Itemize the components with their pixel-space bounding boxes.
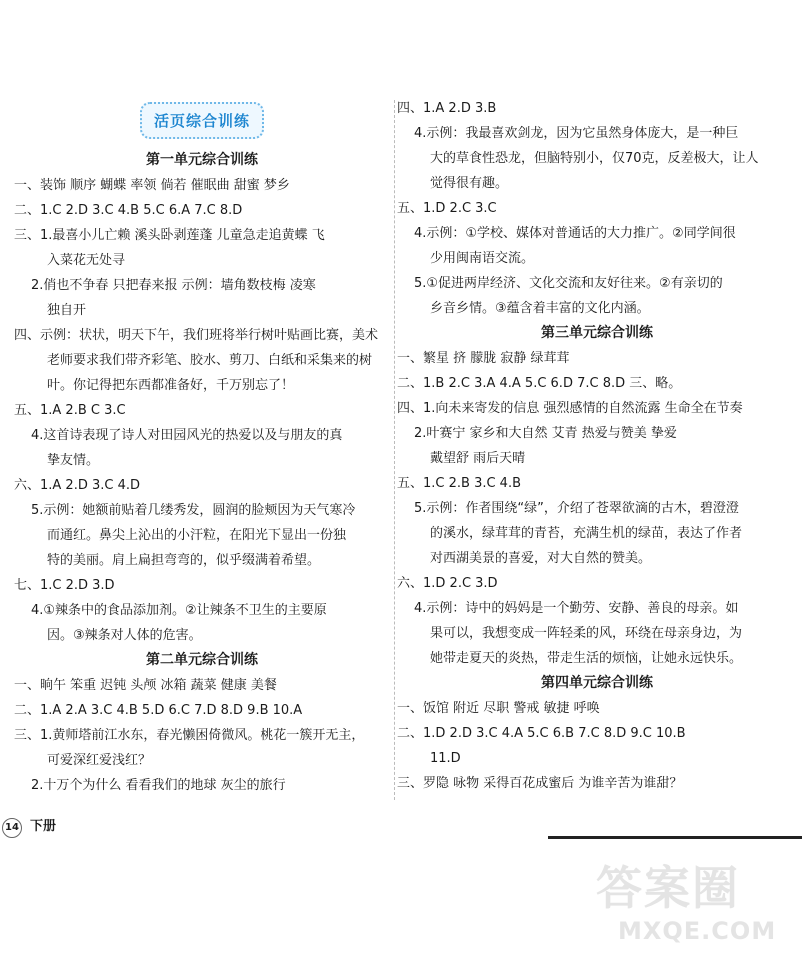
- answer-line: 觉得很有趣。: [430, 176, 509, 191]
- answer-line: 挚友情。: [47, 453, 100, 468]
- answer-line: 五、1.C 2.B 3.C 4.B: [397, 476, 522, 491]
- answer-line: 5.示例：她额前贴着几缕秀发，圆润的脸颊因为天气寒冷: [31, 503, 356, 518]
- answer-line: 三、1.最喜小儿亡赖 溪头卧剥莲蓬 儿童急走追黄蝶 飞: [14, 228, 325, 243]
- watermark-logo: 答案圈: [596, 861, 740, 915]
- answer-line: 一、晌午 笨重 迟钝 头颅 冰箱 蔬菜 健康 美餐: [14, 678, 277, 693]
- answer-line: 的溪水，绿茸茸的青苔，充满生机的绿苗，表达了作者: [430, 526, 743, 541]
- answer-line: 而通红。鼻尖上沁出的小汗粒，在阳光下显出一份独: [47, 528, 347, 543]
- answer-line: 对西湖美景的喜爱，对大自然的赞美。: [430, 551, 652, 566]
- section-title: 第二单元综合训练: [146, 652, 258, 668]
- answer-line: 乡音乡情。③蕴含着丰富的文化内涵。: [430, 301, 650, 316]
- answer-line: 大的草食性恐龙，但脑特别小，仅70克，反差极大，让人: [430, 151, 759, 166]
- banner-wrap: [14, 98, 390, 148]
- answer-line: 她带走夏天的炎热，带走生活的烦恼，让她永远快乐。: [430, 651, 743, 666]
- answer-line: 二、1.B 2.C 3.A 4.A 5.C 6.D 7.C 8.D 三、略。: [397, 376, 682, 391]
- answer-line: 4.示例：①学校、媒体对普通话的大力推广。②同学间很: [414, 226, 736, 241]
- answer-line: 特的美丽。肩上扁担弯弯的，似乎缀满着希望。: [47, 553, 321, 568]
- answer-line: 2.叶赛宁 家乡和大自然 艾青 热爱与赞美 挚爱: [414, 426, 677, 441]
- answer-line: 六、1.A 2.D 3.C 4.D: [14, 478, 141, 493]
- answer-line: 4.①辣条中的食品添加剂。②让辣条不卫生的主要原: [31, 603, 327, 618]
- section-title: 第一单元综合训练: [146, 152, 258, 168]
- watermark-url: MXQE.COM: [618, 917, 777, 945]
- section-title: 第四单元综合训练: [541, 675, 653, 691]
- answer-line: 4.示例：我最喜欢剑龙，因为它虽然身体庞大，是一种巨: [414, 126, 739, 141]
- answer-line: 七、1.C 2.D 3.D: [14, 578, 115, 593]
- answer-line: 可爱深红爱浅红？: [47, 753, 152, 768]
- answer-line: 2.十万个为什么 看看我们的地球 灰尘的旅行: [31, 778, 286, 793]
- answer-line: 5.①促进两岸经济、文化交流和友好往来。②有亲切的: [414, 276, 723, 291]
- answer-line: 四、1.向未来寄发的信息 强烈感情的自然流露 生命全在节奏: [397, 401, 743, 416]
- answer-line: 六、1.D 2.C 3.D: [397, 576, 498, 591]
- answer-line: 四、1.A 2.D 3.B: [397, 101, 497, 116]
- answer-line: 三、1.黄师塔前江水东，春光懒困倚微风。桃花一簇开无主，: [14, 728, 365, 743]
- footer-rule: [548, 836, 802, 839]
- answer-line: 独自开: [47, 303, 87, 318]
- answer-line: 少用闽南语交流。: [430, 251, 535, 266]
- answer-line: 二、1.C 2.D 3.C 4.B 5.C 6.A 7.C 8.D: [14, 203, 243, 218]
- volume-label: 下册: [30, 819, 57, 834]
- answer-line: 2.俏也不争春 只把春来报 示例：墙角数枝梅 凌寒: [31, 278, 316, 293]
- answer-line: 五、1.A 2.B C 3.C: [14, 403, 126, 418]
- answer-line: 因。③辣条对人体的危害。: [47, 628, 202, 643]
- section-title: 第三单元综合训练: [541, 325, 653, 341]
- answer-line: 三、罗隐 咏物 采得百花成蜜后 为谁辛苦为谁甜？: [397, 776, 683, 791]
- answer-line: 叶。你记得把东西都准备好，千万别忘了！: [47, 378, 295, 393]
- answer-line: 一、饭馆 附近 尽职 警戒 敏捷 呼唤: [397, 701, 600, 716]
- answer-line: 一、繁星 挤 朦胧 寂静 绿茸茸: [397, 351, 570, 366]
- answer-line: 11.D: [430, 751, 461, 766]
- answer-line: 老师要求我们带齐彩笔、胶水、剪刀、白纸和采集来的树: [47, 353, 373, 368]
- answer-line: 戴望舒 雨后天晴: [430, 451, 526, 466]
- answer-line: 二、1.A 2.A 3.C 4.B 5.D 6.C 7.D 8.D 9.B 10.A: [14, 703, 303, 718]
- right-answer-lines: [397, 96, 797, 796]
- page-banner: 活页综合训练: [140, 102, 264, 139]
- answer-line: 4.这首诗表现了诗人对田园风光的热爱以及与朋友的真: [31, 428, 343, 443]
- answer-line: 二、1.D 2.D 3.C 4.A 5.C 6.B 7.C 8.D 9.C 10.B: [397, 726, 686, 741]
- right-column: [397, 96, 797, 796]
- page-number: 14: [2, 818, 22, 838]
- answer-line: 五、1.D 2.C 3.C: [397, 201, 497, 216]
- answer-line: 5.示例：作者围绕“绿”，介绍了苍翠欲滴的古木，碧澄澄: [414, 501, 739, 516]
- answer-line: 四、示例：状状，明天下午，我们班将举行树叶贴画比赛，美术: [14, 328, 379, 343]
- left-answer-lines: [14, 148, 390, 798]
- left-column: [14, 96, 390, 798]
- answer-line: 4.示例：诗中的妈妈是一个勤劳、安静、善良的母亲。如: [414, 601, 739, 616]
- answer-line: 果可以，我想变成一阵轻柔的风，环绕在母亲身边，为: [430, 626, 743, 641]
- column-divider: [394, 100, 395, 800]
- answer-line: 一、装饰 顺序 蝴蝶 率领 倘若 催眠曲 甜蜜 梦乡: [14, 178, 290, 193]
- answer-line: 入菜花无处寻: [47, 253, 126, 268]
